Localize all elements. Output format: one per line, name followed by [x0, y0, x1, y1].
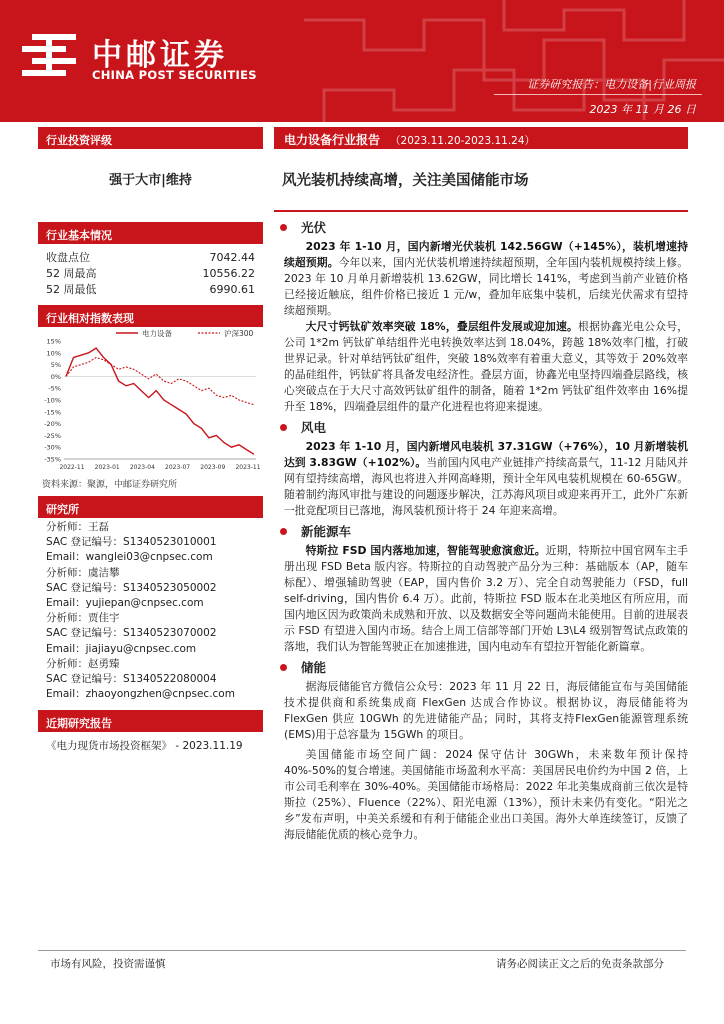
rating-value: 强于大市|维持	[109, 173, 192, 188]
y-tick-label: -30%	[44, 443, 61, 452]
basic-value: 7042.44	[209, 251, 255, 264]
series-line-power-equipment	[66, 348, 254, 454]
y-tick-label: 15%	[46, 337, 61, 346]
analyst-line: Email：wanglei03@cnpsec.com	[46, 551, 213, 564]
analyst-line: 分析师：贾佳宇	[46, 612, 120, 625]
x-tick-label: 2023-01	[94, 464, 120, 471]
analyst-line: 分析师：赵勇臻	[46, 657, 120, 670]
section-ev	[280, 522, 688, 540]
chart-source: 资料来源：聚源，中邮证券研究所	[42, 480, 178, 490]
logo-text-cn: 中邮证券	[92, 38, 228, 73]
basic-value: 6990.61	[209, 283, 255, 296]
recent-report: 《电力现货市场投资框架》 - 2023.11.19	[46, 740, 243, 753]
series-line-csi300	[66, 358, 254, 405]
legend-label: 电力设备	[142, 329, 172, 338]
headline: 风光装机持续高增，关注美国储能市场	[282, 173, 529, 189]
basic-key: 52 周最高	[46, 267, 97, 280]
analyst-line: SAC 登记编号：S1340523050002	[46, 581, 217, 594]
report-type: 证券研究报告：电力设备|行业周报	[527, 78, 696, 91]
y-tick-label: 10%	[46, 349, 61, 358]
main-content	[274, 127, 688, 843]
analyst-list	[38, 518, 263, 704]
bullet-icon	[280, 424, 287, 431]
basic-row	[38, 266, 263, 282]
basic-row	[38, 282, 263, 298]
section-pv	[280, 218, 688, 236]
analyst-line: Email：yujiepan@cnpsec.com	[46, 597, 204, 610]
analyst-line: 分析师：王磊	[46, 521, 109, 533]
para-lead: 2023 年 1-10 月，国内新增风电装机 37.31GW（+76%），10 月新增装机达到 3.83GW（+102%）。	[284, 440, 688, 469]
perf-title: 行业相对指数表现	[38, 305, 263, 327]
y-tick-label: -10%	[44, 396, 61, 405]
basic-row	[38, 250, 263, 266]
section-title: 风电	[301, 420, 327, 435]
para-body: 根据协鑫光电公众号，公司 1*2m 钙钛矿单结组件光电转换效率达到 18.04%，跨越 18%效率门槛，打破世界记录。针对单结钙钛矿组件，突破 18%效率有着重大意义，其等效于 20%效率的晶硅组件，钙钛矿将具备发电经济性。叠层方面，协鑫光电坚持四端叠层路线，核心突破点在于大尺寸高效钙钛矿组件的制备，随着 1*2m 钙钛矿组件效率由 16%提升至 18%，四端叠层组件的量产化进程也将迎来提速。	[284, 320, 689, 413]
analyst-line: Email：jiajiayu@cnpsec.com	[46, 642, 197, 655]
x-tick-label: 2022-11	[59, 464, 85, 471]
analyst-line: 分析师：虞洁攀	[46, 566, 120, 579]
researcher-title: 研究所	[38, 496, 263, 518]
basic-title: 行业基本情况	[38, 222, 263, 244]
footer-left: 市场有风险，投资需谨慎	[50, 958, 166, 970]
headline-divider	[274, 210, 688, 212]
y-tick-label: -15%	[44, 408, 61, 417]
analyst-line: Email：zhaoyongzhen@cnpsec.com	[46, 688, 235, 701]
basic-info	[38, 244, 263, 298]
sidebar	[38, 127, 263, 761]
rating-title: 行业投资评级	[38, 127, 263, 149]
x-tick-label: 2023-07	[165, 464, 191, 471]
paragraph	[284, 543, 688, 655]
y-tick-label: -5%	[48, 384, 61, 393]
analyst-line: SAC 登记编号：S1340523010001	[46, 536, 217, 549]
relative-index-chart	[38, 327, 263, 475]
section-storage	[280, 658, 688, 676]
para-lead: 2023 年 1-10 月，国内新增光伏装机 142.56GW（+145%），装机增速持续超预期。	[284, 240, 688, 269]
china-post-logo-icon	[18, 30, 80, 80]
footer-divider	[38, 950, 686, 951]
para-lead: 特斯拉 FSD 国内落地加速，智能驾驶愈演愈近。	[305, 544, 546, 557]
paragraph: 美国储能市场空间广阔：2024 保守估计 30GWh，未来数年预计保持 40%-50%的复合增速。美国储能市场盈利水平高：美国居民电价约为中国 2 倍，上市公司毛利率在 30%-40%。美国储能市场格局：2022 年北美集成商前三依次是特斯拉（25%）、Fluence（22%）、阳光电源（13%），预计未来仍有变化。“阳光之乡”发布声明，中美关系缓和有利于储能企业出口美国。海外大单连续签订，反馈了海辰储能优质的核心竞争力。	[284, 748, 688, 841]
x-tick-label: 2023-11	[235, 464, 261, 471]
logo-text-en: CHINA POST SECURITIES	[92, 68, 257, 82]
section-title: 光伏	[301, 220, 327, 235]
report-date: 2023 年 11 月 26 日	[589, 103, 696, 116]
analyst-line: SAC 登记编号：S1340522080004	[46, 673, 217, 686]
basic-key: 收盘点位	[46, 251, 90, 264]
x-tick-label: 2023-09	[200, 464, 226, 471]
main-title: 电力设备行业报告	[284, 133, 381, 147]
header-divider	[494, 94, 702, 95]
bullet-icon	[280, 664, 287, 671]
chart-svg	[38, 327, 263, 475]
recent-title: 近期研究报告	[38, 710, 263, 732]
y-tick-label: -25%	[44, 431, 61, 440]
paragraph	[284, 439, 688, 519]
basic-value: 10556.22	[202, 267, 255, 280]
basic-key: 52 周最低	[46, 283, 97, 296]
y-tick-label: -20%	[44, 420, 61, 429]
section-title: 新能源车	[301, 524, 352, 539]
para-body: 近期，特斯拉中国官网车主手册出现 FSD Beta 版内容。特斯拉的自动驾驶产品分为三种：基础版本（AP，随车标配）、增强辅助驾驶（EAP，国内售价 3.2 万）、完全自动驾驶能力（FSD，full self-driving，国内售价 6.4 万）。此前，特斯拉 FSD 版本在北美地区有所应用，而国内地区因为政策尚未成熟和开放、以及数据安全等问题尚未能使用。目前的进展表示 FSD 有望进入国内市场。结合上周工信部等部门开始 L3\L4 级别智驾试点政策的落地，我们认为智能驾驶正在加速推进，国内电动车有望拉开智能化新篇章。	[284, 544, 688, 653]
para-lead: 大尺寸钙钛矿效率突破 18%，叠层组件发展或迎加速。	[305, 320, 579, 333]
paragraph: 据海辰储能官方微信公众号：2023 年 11 月 22 日，海辰储能宣布与美国储能技术提供商和系统集成商 FlexGen 达成合作协议。根据协议，海辰储能将为 FlexGen 供应 10GWh 的先进储能产品；同时，其将支持FlexGen能源管理系统(EMS)用于总容量为 15GWh 的项目。	[284, 680, 688, 741]
para-body: 当前国内风电产业链排产持续高景气，11-12 月陆风并网有望持续高增，海风也将进入并网高峰期，预计全年风电装机规模在 60-65GW。随着制约海风审批与建设的问题逐步解决，江苏海风项目或迎来再开工，此外广东新一批竞配项目已落地，海风装机预计将于 24 年迎来高增。	[284, 456, 689, 517]
bullet-icon	[280, 224, 287, 231]
main-title-bar	[274, 127, 688, 149]
section-wind	[280, 418, 688, 436]
analyst-line: SAC 登记编号：S1340523070002	[46, 627, 217, 640]
legend-label: 沪深300	[224, 329, 254, 338]
y-tick-label: 0%	[50, 372, 61, 381]
y-tick-label: 5%	[50, 361, 61, 370]
footer-right: 请务必阅读正文之后的免责条款部分	[496, 958, 664, 970]
x-tick-label: 2023-04	[129, 464, 155, 471]
y-tick-label: -35%	[44, 455, 61, 464]
para-body: 今年以来，国内光伏装机增速持续超预期，全年国内装机规模持续上修。2023 年 10 月单月新增装机 13.62GW，同比增长 141%，考虑到当前产业链价格已经接近触底，组件价格已接近 1 元/w，叠加年底集中装机，后续光伏需求有望持续超预期。	[284, 256, 689, 317]
paragraph	[284, 239, 688, 319]
main-period: （2023.11.20-2023.11.24）	[390, 135, 536, 147]
bullet-icon	[280, 528, 287, 535]
paragraph	[284, 319, 688, 415]
section-title: 储能	[301, 660, 327, 675]
page-header	[0, 0, 724, 122]
